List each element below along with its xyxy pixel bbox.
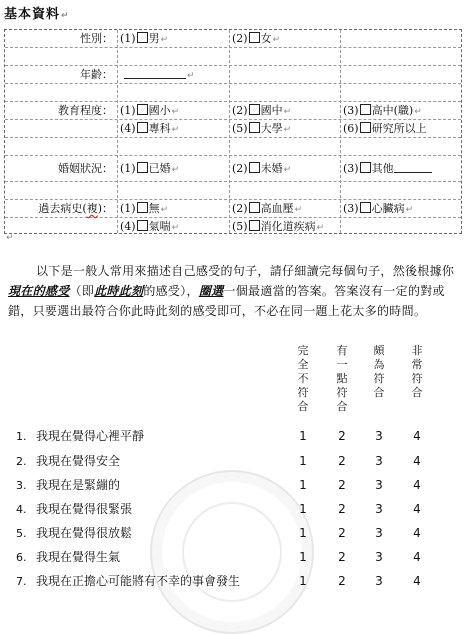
item-text: 我現在覺得生氣 <box>36 550 121 564</box>
checkbox-icon[interactable] <box>249 162 260 173</box>
score-option[interactable]: 2 <box>338 454 346 468</box>
history-label-b: 複 <box>86 202 98 215</box>
education-option[interactable] <box>343 120 427 138</box>
option-label: 大學 <box>260 122 283 135</box>
cell-mark-icon: ↵ <box>187 71 195 81</box>
checkbox-icon[interactable] <box>137 220 148 231</box>
score-option[interactable]: 3 <box>375 574 383 588</box>
option-number: (4) <box>120 220 136 233</box>
basic-info-table <box>4 29 462 234</box>
option-label: 高中(職) <box>371 104 414 117</box>
score-option[interactable]: 2 <box>338 502 346 516</box>
checkbox-icon[interactable] <box>137 32 148 43</box>
instr-emphasis-moment: 此時此刻 <box>94 284 144 298</box>
item-number: 2. <box>16 455 27 468</box>
option-label: 國小 <box>148 104 171 117</box>
instr-part-2: （即 <box>69 284 95 298</box>
instr-part-4: 一個最適當的答案。答案沒有一定的對或錯，只要選出最符合你此時此刻的感受即可，不必在同一題上花太多的時間。 <box>8 284 445 318</box>
option-label: 男 <box>148 32 160 45</box>
spacer-row <box>5 84 461 102</box>
score-option[interactable]: 2 <box>338 574 346 588</box>
checkbox-icon[interactable] <box>137 122 148 133</box>
option-label: 無 <box>148 202 160 215</box>
scale-header-not-at-all: 完 全 不 符 合 <box>297 344 309 413</box>
item-text: 我現在正擔心可能將有不幸的事會發生 <box>36 574 241 588</box>
option-number: (2) <box>232 202 248 215</box>
cell-mark-icon: ↵ <box>160 35 169 45</box>
item-number: 4. <box>16 503 27 516</box>
option-label: 研究所以上 <box>371 122 427 135</box>
score-option[interactable]: 3 <box>375 478 383 492</box>
item-number: 6. <box>16 551 27 564</box>
age-row <box>5 66 461 84</box>
item-row <box>16 426 144 446</box>
option-number: (1) <box>120 162 136 175</box>
item-row <box>16 571 240 591</box>
cell-mark-icon: ↵ <box>283 125 292 135</box>
education-option[interactable] <box>120 102 179 120</box>
cell-mark-icon: ↵ <box>414 107 422 117</box>
item-text: 我現在覺得心裡平靜 <box>36 429 145 443</box>
item-number: 5. <box>16 527 27 540</box>
scale-header-somewhat: 有 一 點 符 合 <box>336 344 348 413</box>
cell-mark-icon: ↵ <box>160 205 169 215</box>
gender-option-male[interactable] <box>120 30 168 48</box>
item-text: 我現在覺得很放鬆 <box>36 526 133 540</box>
score-option[interactable]: 4 <box>413 429 421 443</box>
score-option[interactable]: 1 <box>299 429 307 443</box>
option-label: 已婚 <box>148 162 171 175</box>
score-option[interactable]: 3 <box>375 550 383 564</box>
education-option[interactable] <box>232 120 291 138</box>
checkbox-icon[interactable] <box>360 162 371 173</box>
paragraph-mark-icon: ↵ <box>61 11 70 21</box>
instr-part-1: 以下是一般人常用來描述自己感受的句子，請仔細讀完每個句子，然後根據你 <box>36 264 455 278</box>
history-option[interactable] <box>343 200 413 218</box>
history-row-2 <box>5 218 461 236</box>
option-number: (1) <box>120 202 136 215</box>
option-label: 女 <box>260 32 272 45</box>
score-option[interactable]: 3 <box>375 502 383 516</box>
checkbox-icon[interactable] <box>360 122 371 133</box>
option-label: 其他 <box>371 162 394 175</box>
option-number: (2) <box>232 104 248 117</box>
score-option[interactable]: 1 <box>299 502 307 516</box>
score-option[interactable]: 1 <box>299 526 307 540</box>
cell-mark-icon: ↵ <box>171 107 180 117</box>
score-option[interactable]: 2 <box>338 478 346 492</box>
history-label <box>5 200 113 218</box>
item-row <box>16 547 120 567</box>
score-option[interactable]: 4 <box>413 478 421 492</box>
instr-emphasis-circle: 圈選 <box>198 284 224 298</box>
option-number: (3) <box>343 202 359 215</box>
item-number: 1. <box>16 430 27 443</box>
option-label: 國中 <box>260 104 283 117</box>
instr-part-3: 的感受）， <box>143 284 199 298</box>
score-option[interactable]: 2 <box>338 526 346 540</box>
education-option[interactable] <box>232 102 291 120</box>
cell-mark-icon: ↵ <box>283 107 292 117</box>
other-blank[interactable] <box>394 160 432 173</box>
score-option[interactable]: 1 <box>299 454 307 468</box>
instr-emphasis-now: 現在的感受 <box>8 284 70 298</box>
item-number: 7. <box>16 575 27 588</box>
score-option[interactable]: 3 <box>375 429 383 443</box>
cell-mark-icon: ↵ <box>171 223 180 233</box>
watermark-seal <box>150 470 314 634</box>
instructions-paragraph <box>8 261 456 321</box>
option-label: 專科 <box>148 122 171 135</box>
cell-mark-icon: ↵ <box>171 125 180 135</box>
history-option[interactable] <box>232 218 324 236</box>
option-label: 消化道疾病 <box>260 220 316 233</box>
score-option[interactable]: 1 <box>299 478 307 492</box>
option-number: (3) <box>343 104 359 117</box>
score-option[interactable]: 2 <box>338 550 346 564</box>
cell-mark-icon: ↵ <box>272 35 281 45</box>
checkbox-icon[interactable] <box>249 104 260 115</box>
score-option[interactable]: 4 <box>413 502 421 516</box>
gender-option-female[interactable] <box>232 30 280 48</box>
score-option[interactable]: 1 <box>299 574 307 588</box>
education-option[interactable] <box>120 120 179 138</box>
item-text: 我現在是緊繃的 <box>36 478 121 492</box>
option-number: (3) <box>343 162 359 175</box>
marital-option[interactable] <box>120 160 179 178</box>
option-number: (2) <box>232 162 248 175</box>
gender-row <box>5 30 461 48</box>
spacer-row <box>5 138 461 156</box>
scale-header-very-much: 非 常 符 合 <box>411 344 423 399</box>
marital-option-other[interactable] <box>343 160 432 178</box>
history-row-1 <box>5 200 461 218</box>
option-number: (1) <box>120 104 136 117</box>
item-row <box>16 499 132 519</box>
history-label-c: )： <box>97 202 113 215</box>
score-option[interactable]: 2 <box>338 429 346 443</box>
section-title <box>4 3 70 22</box>
checkbox-icon[interactable] <box>137 104 148 115</box>
history-option[interactable] <box>232 200 302 218</box>
cell-mark-icon: ↵ <box>316 223 325 233</box>
checkbox-icon[interactable] <box>360 202 371 213</box>
age-blank[interactable] <box>124 66 186 79</box>
option-label: 未婚 <box>260 162 283 175</box>
item-number: 3. <box>16 479 27 492</box>
option-number: (1) <box>120 32 136 45</box>
score-option[interactable]: 4 <box>413 574 421 588</box>
option-label: 高血壓 <box>260 202 294 215</box>
score-option[interactable]: 1 <box>299 550 307 564</box>
score-option[interactable]: 4 <box>413 526 421 540</box>
marital-row <box>5 156 461 182</box>
checkbox-icon[interactable] <box>249 220 260 231</box>
history-label-a: 過去病史( <box>38 202 87 215</box>
item-row <box>16 523 132 543</box>
score-option[interactable]: 3 <box>375 454 383 468</box>
gender-label: 性別： <box>80 32 113 45</box>
score-option[interactable]: 4 <box>413 454 421 468</box>
checkbox-icon[interactable] <box>137 162 148 173</box>
marital-option[interactable] <box>232 160 291 178</box>
cell-mark-icon: ↵ <box>171 165 180 175</box>
option-number: (5) <box>232 122 248 135</box>
cell-mark-icon: ↵ <box>283 165 292 175</box>
option-number: (2) <box>232 32 248 45</box>
education-row-2 <box>5 120 461 138</box>
option-number: (6) <box>343 122 359 135</box>
history-option[interactable] <box>120 218 179 236</box>
option-number: (4) <box>120 122 136 135</box>
scale-header-moderately: 頗 為 符 合 <box>373 344 385 399</box>
checkbox-icon[interactable] <box>137 202 148 213</box>
education-label: 教育程度： <box>58 104 113 117</box>
checkbox-icon[interactable] <box>249 202 260 213</box>
option-label: 心臟病 <box>371 202 405 215</box>
age-label: 年齡： <box>80 68 113 81</box>
checkbox-icon[interactable] <box>249 122 260 133</box>
item-text: 我現在覺得安全 <box>36 454 121 468</box>
paragraph-mark-icon: ↵ <box>6 233 14 243</box>
education-row-1 <box>5 102 461 120</box>
item-text: 我現在覺得很緊張 <box>36 502 133 516</box>
option-number: (5) <box>232 220 248 233</box>
option-label: 氣喘 <box>148 220 171 233</box>
marital-label: 婚姻狀況： <box>58 162 113 175</box>
score-option[interactable]: 4 <box>413 550 421 564</box>
checkbox-icon[interactable] <box>249 32 260 43</box>
checkbox-icon[interactable] <box>360 104 371 115</box>
cell-mark-icon: ↵ <box>294 205 303 215</box>
item-row <box>16 475 120 495</box>
section-title-text: 基本資料 <box>4 7 61 22</box>
history-option[interactable] <box>120 200 168 218</box>
score-option[interactable]: 3 <box>375 526 383 540</box>
spacer-row <box>5 182 461 200</box>
education-option[interactable] <box>343 102 422 120</box>
age-input[interactable] <box>124 66 195 84</box>
cell-mark-icon: ↵ <box>405 205 414 215</box>
item-row <box>16 451 120 471</box>
spacer-row <box>5 48 461 66</box>
